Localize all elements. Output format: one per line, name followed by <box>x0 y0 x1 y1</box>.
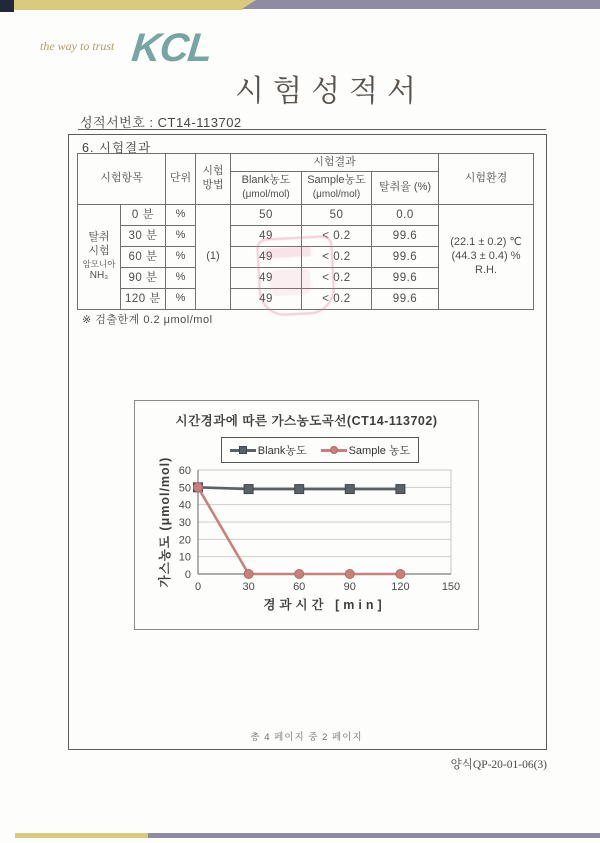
cell-blank: 49 <box>231 289 302 310</box>
cell-removal: 0.0 <box>372 205 439 226</box>
results-table <box>77 153 534 310</box>
cell-time: 0 분 <box>121 205 166 226</box>
env-humidity: (44.3 ± 0.4) % R.H. <box>451 250 521 276</box>
cell-unit: % <box>166 205 196 226</box>
cell-unit: % <box>166 226 196 247</box>
method-cell: (1) <box>196 205 231 310</box>
cell-time: 30 분 <box>121 226 166 247</box>
header-result-group: 시험결과 <box>231 154 439 172</box>
header-sample-label: Sample농도 <box>307 174 366 187</box>
page-title: 시험성적서 <box>235 75 425 108</box>
cell-sample: < 0.2 <box>302 268 372 289</box>
form-number: 양식QP-20-01-06(3) <box>450 759 547 771</box>
cell-unit: % <box>166 247 196 268</box>
environment-cell <box>439 205 534 310</box>
cell-unit: % <box>166 289 196 310</box>
header-unit: 단위 <box>166 154 196 205</box>
header-environment: 시험환경 <box>439 154 534 205</box>
header-removal: 탈취율 (%) <box>372 172 439 205</box>
svg-text:20: 20 <box>178 534 191 547</box>
item-line2: 시험 <box>88 245 110 258</box>
cell-removal: 99.6 <box>372 226 439 247</box>
item-line3: 암모니아 <box>82 258 116 269</box>
x-axis-title: 경과시간 [min] <box>263 598 386 612</box>
cell-removal: 99.6 <box>372 268 439 289</box>
header-method-line2: 방법 <box>202 179 224 191</box>
cell-removal: 99.6 <box>372 289 439 310</box>
legend-label: Blank농도 <box>257 445 307 457</box>
svg-text:50: 50 <box>178 482 191 495</box>
svg-text:150: 150 <box>441 581 461 593</box>
chart-title: 시간경과에 따른 가스농도곡선(CT14-113702) <box>175 414 438 428</box>
bottom-bar-purple <box>148 833 600 838</box>
header-blank-label: Blank농도 <box>241 174 291 187</box>
svg-text:120: 120 <box>391 581 410 593</box>
cell-removal: 99.6 <box>372 247 439 268</box>
header-method <box>196 154 231 205</box>
cell-sample: < 0.2 <box>302 289 372 310</box>
report-number-underline <box>78 129 546 130</box>
svg-text:60: 60 <box>178 465 191 477</box>
test-item-cell <box>78 205 121 310</box>
env-temp: (22.1 ± 0.2) ℃ <box>450 236 522 249</box>
header-sample-unit: (μmol/mol) <box>312 189 361 200</box>
svg-text:10: 10 <box>178 551 191 564</box>
cell-blank: 49 <box>231 247 302 268</box>
header-blank <box>231 172 302 205</box>
top-bar-navy-block <box>0 0 14 12</box>
top-bar-tan <box>14 0 256 10</box>
bottom-bar-tan <box>15 833 148 838</box>
cell-blank: 49 <box>231 226 302 247</box>
cell-time: 120 분 <box>121 289 166 310</box>
page-count-footer: 총 4 페이지 중 2 페이지 <box>250 732 363 743</box>
cell-unit: % <box>166 268 196 289</box>
top-bar-purple <box>242 0 600 9</box>
header-test-item: 시험항목 <box>78 154 166 205</box>
cell-sample: < 0.2 <box>302 247 372 268</box>
header-method-line1: 시험 <box>202 165 224 178</box>
brand-tagline: the way to trust <box>40 39 115 53</box>
kcl-logo: KCL <box>129 26 214 70</box>
item-line4: NH₃ <box>89 269 109 281</box>
section-title: 6. 시험결과 <box>82 141 152 155</box>
header-sample <box>302 172 372 205</box>
cell-sample: 50 <box>302 205 372 226</box>
svg-text:40: 40 <box>178 499 191 512</box>
detection-limit-note: ※ 검출한계 0.2 μmol/mol <box>82 314 213 326</box>
gas-concentration-chart <box>134 400 479 630</box>
svg-text:0: 0 <box>194 581 202 593</box>
svg-text:30: 30 <box>242 581 255 593</box>
svg-text:60: 60 <box>293 581 306 593</box>
table-row <box>78 205 534 226</box>
item-line1: 탈취 <box>88 231 110 244</box>
cell-time: 90 분 <box>121 268 166 289</box>
cell-blank: 49 <box>231 268 302 289</box>
report-number: 성적서번호 : CT14-113702 <box>80 115 242 130</box>
cell-sample: < 0.2 <box>302 226 372 247</box>
y-axis-title: 가스농도 (μmol/mol) <box>158 456 172 588</box>
legend-label: Sample 농도 <box>348 445 411 457</box>
svg-text:0: 0 <box>184 569 191 581</box>
cell-time: 60 분 <box>121 247 166 268</box>
header-blank-unit: (μmol/mol) <box>242 189 290 200</box>
cell-blank: 50 <box>231 205 302 226</box>
svg-text:90: 90 <box>343 581 356 593</box>
svg-text:30: 30 <box>178 517 191 529</box>
